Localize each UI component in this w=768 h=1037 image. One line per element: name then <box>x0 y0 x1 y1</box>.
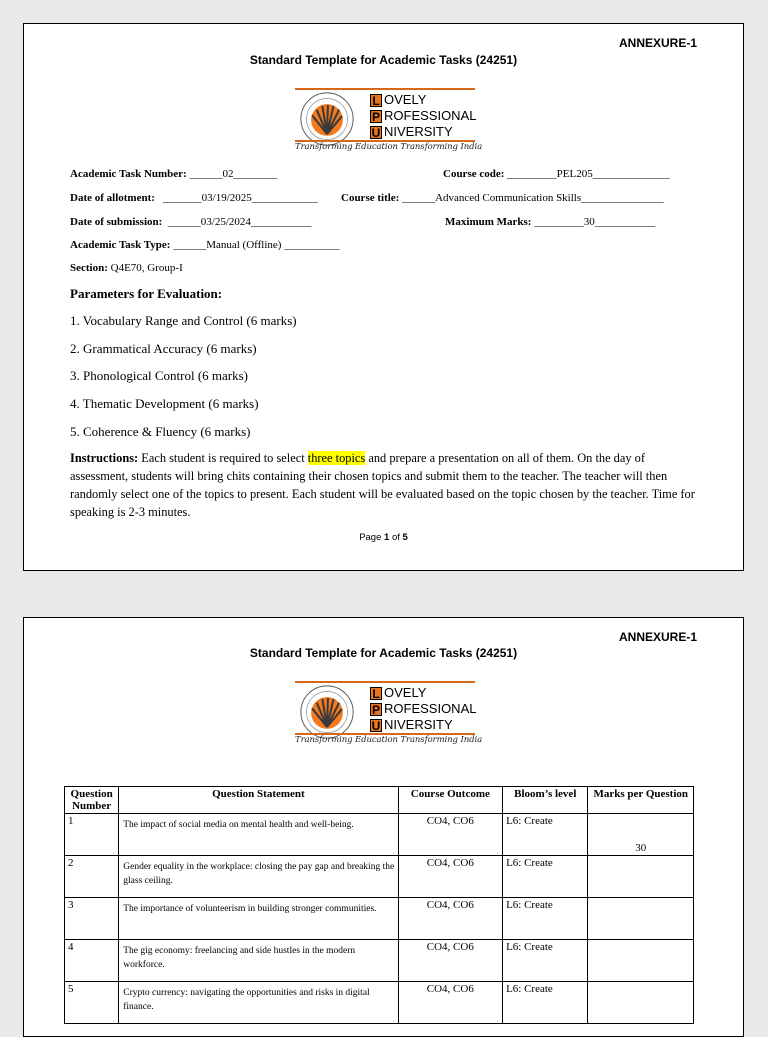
question-statement-cell: Gender equality in the workplace: closing the pay gap and breaking the glass ceiling. <box>119 856 398 898</box>
question-number-cell: 4 <box>65 940 119 982</box>
logo-tagline: Transforming Education Transforming India <box>295 735 483 745</box>
table-header-row <box>65 787 694 814</box>
blooms-level-cell: L6: Create <box>503 856 588 898</box>
course-outcome-cell: CO4, CO6 <box>398 982 502 1024</box>
logo-wordmark <box>370 683 476 733</box>
parameters-heading: Parameters for Evaluation: <box>70 286 223 301</box>
marks-cell <box>588 940 694 982</box>
instructions-label: Instructions: <box>70 451 139 465</box>
header-marks-per-question: Marks per Question <box>588 787 694 814</box>
logo-letter: L <box>370 687 382 700</box>
logo-tagline: Transforming Education Transforming India <box>295 142 483 152</box>
allotment-label: Date of allotment: <box>70 192 155 204</box>
logo-letter: U <box>371 718 381 733</box>
page-number-current: 1 <box>384 532 390 543</box>
marks-cell <box>588 814 694 856</box>
section-label: Section: <box>70 262 108 274</box>
question-statement-cell: The impact of social media on mental health and well-being. <box>119 814 398 856</box>
task-type-field <box>70 239 339 251</box>
blooms-level-cell: L6: Create <box>503 814 588 856</box>
table-row <box>65 856 694 898</box>
annexure-label: ANNEXURE-1 <box>618 630 697 644</box>
question-number-cell: 2 <box>65 856 119 898</box>
submission-value: ______03/25/2024___________ <box>167 216 312 228</box>
logo-word: ROFESSIONAL <box>384 701 477 716</box>
parameter-item: 1. Vocabulary Range and Control (6 marks) <box>70 313 297 328</box>
max-marks-label: Maximum Marks: <box>445 216 532 228</box>
marks-cell <box>588 856 694 898</box>
logo-letter: P <box>371 109 380 124</box>
instructions-text-before: Each student is required to select <box>138 451 308 465</box>
parameter-item: 5. Coherence & Fluency (6 marks) <box>70 424 251 439</box>
task-number-label: Academic Task Number: <box>70 168 187 180</box>
section-field <box>70 262 183 274</box>
blooms-level-cell: L6: Create <box>503 898 588 940</box>
logo-word: ROFESSIONAL <box>384 108 477 123</box>
instructions-paragraph <box>70 449 702 521</box>
question-number-cell: 3 <box>65 898 119 940</box>
course-outcome-cell: CO4, CO6 <box>398 940 502 982</box>
instructions-text-after: and prepare a presentation on all of them. On the day of assessment, students will bring chits containing their chosen topics and submit them to the teacher. The teacher will then randomly select one of the topics to present. Each student will be evaluated based on the topic chosen by the teacher. Time for speaking is 2-3 minutes. <box>70 451 695 519</box>
logo-letter: P <box>371 702 380 717</box>
task-type-value: ______Manual (Offline) __________ <box>173 239 340 251</box>
question-statement-cell: Crypto currency: navigating the opportunities and risks in digital finance. <box>119 982 398 1024</box>
table-row <box>65 814 694 856</box>
course-title-value: ______Advanced Communication Skills_______________ <box>402 192 664 204</box>
header-question-number: Question Number <box>65 787 119 814</box>
blooms-level-cell: L6: Create <box>503 982 588 1024</box>
page-number-total: 5 <box>402 532 408 543</box>
logo-word: OVELY <box>384 685 427 700</box>
course-code-label: Course code: <box>443 168 505 180</box>
course-title-field <box>341 192 664 204</box>
header-course-outcome: Course Outcome <box>398 787 502 814</box>
parameter-item: 4. Thematic Development (6 marks) <box>70 396 259 411</box>
document-title: Standard Template for Academic Tasks (24251) <box>249 646 518 660</box>
logo-word: OVELY <box>384 92 427 107</box>
marks-value: 30 <box>635 842 647 854</box>
annexure-label: ANNEXURE-1 <box>618 36 697 50</box>
logo-letter: U <box>371 125 381 140</box>
questions-table <box>64 786 694 1024</box>
logo-word: NIVERSITY <box>384 124 453 139</box>
marks-cell <box>588 982 694 1024</box>
header-blooms-level: Bloom’s level <box>503 787 588 814</box>
marks-cell <box>588 898 694 940</box>
question-number-cell: 1 <box>65 814 119 856</box>
submission-field <box>70 216 311 228</box>
parameter-item: 3. Phonological Control (6 marks) <box>70 368 249 383</box>
section-value: Q4E70, Group-I <box>110 262 183 274</box>
task-number-value: ______02________ <box>189 168 278 180</box>
university-seal-icon <box>299 684 355 740</box>
max-marks-field <box>445 216 655 228</box>
page-number-mid: of <box>389 532 403 543</box>
task-type-label: Academic Task Type: <box>70 239 171 251</box>
submission-label: Date of submission: <box>70 216 163 228</box>
logo-letter: L <box>370 94 382 107</box>
course-outcome-cell: CO4, CO6 <box>398 856 502 898</box>
allotment-field <box>70 192 318 204</box>
course-outcome-cell: CO4, CO6 <box>398 814 502 856</box>
question-statement-cell: The gig economy: freelancing and side hustles in the modern workforce. <box>119 940 398 982</box>
page-number <box>24 532 743 543</box>
document-page-1 <box>23 23 744 571</box>
university-seal-icon <box>299 91 355 147</box>
blooms-level-cell: L6: Create <box>503 940 588 982</box>
course-code-value: _________PEL205______________ <box>507 168 670 180</box>
table-row <box>65 898 694 940</box>
max-marks-value: _________30___________ <box>534 216 656 228</box>
allotment-value: _______03/19/2025____________ <box>163 192 318 204</box>
course-code-field <box>443 168 670 180</box>
course-outcome-cell: CO4, CO6 <box>398 898 502 940</box>
header-question-statement: Question Statement <box>119 787 398 814</box>
logo-wordmark <box>370 90 476 140</box>
logo-word: NIVERSITY <box>384 717 453 732</box>
document-page-2 <box>23 617 744 1037</box>
table-row <box>65 982 694 1024</box>
question-number-cell: 5 <box>65 982 119 1024</box>
university-logo <box>295 681 483 751</box>
course-title-label: Course title: <box>341 192 400 204</box>
table-row <box>65 940 694 982</box>
document-title: Standard Template for Academic Tasks (24251) <box>249 53 518 67</box>
university-logo <box>295 88 483 158</box>
question-statement-cell: The importance of volunteerism in building stronger communities. <box>119 898 398 940</box>
highlighted-text: three topics <box>307 451 366 465</box>
page-number-prefix: Page <box>359 532 385 543</box>
parameter-item: 2. Grammatical Accuracy (6 marks) <box>70 341 257 356</box>
task-number-field <box>70 168 277 180</box>
